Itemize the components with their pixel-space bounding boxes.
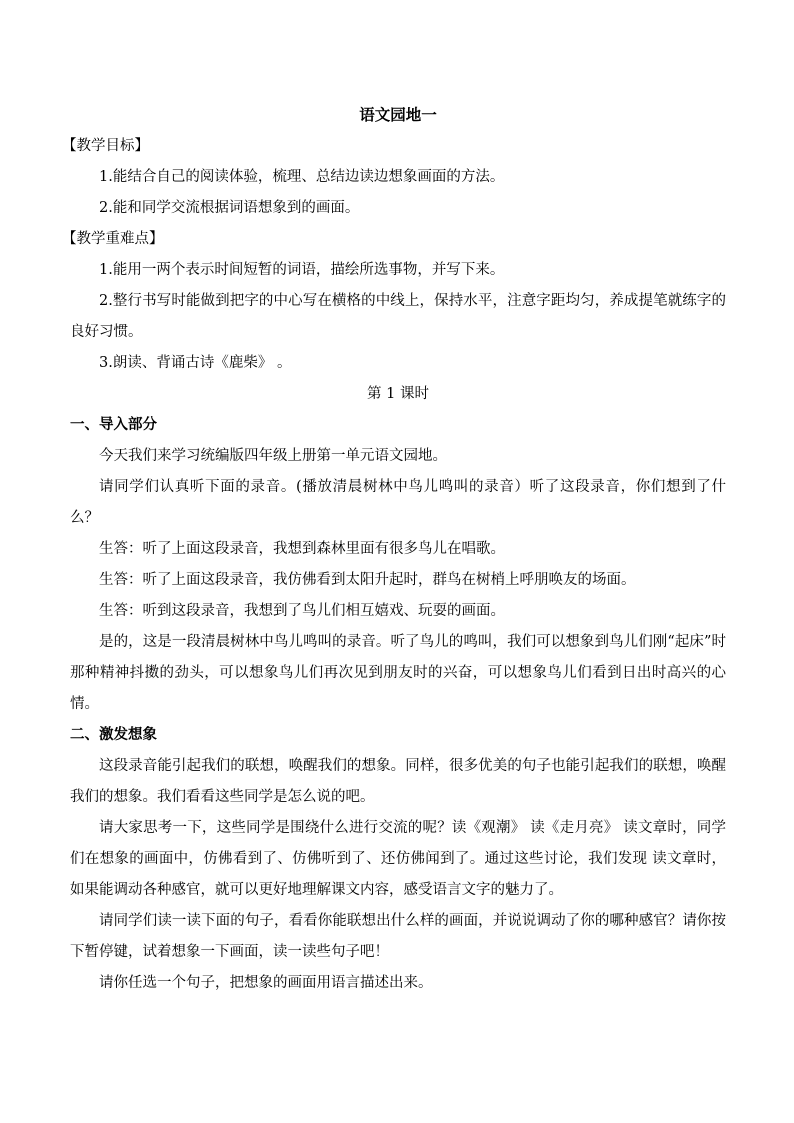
document-title: 语文园地一 xyxy=(359,106,437,124)
lesson-label: 第 1 课时 xyxy=(367,386,429,402)
intro-paragraph-3: 生答：听了上面这段录音，我想到森林里面有很多鸟儿在唱歌。 xyxy=(99,541,505,557)
intro-paragraph-4: 生答：听了上面这段录音，我仿佛看到太阳升起时，群鸟在树梢上呼朋唤友的场面。 xyxy=(99,572,636,588)
key-point-item-1: 1.能用一两个表示时间短暂的词语，描绘所选事物，并写下来。 xyxy=(99,262,505,278)
key-point-item-3: 3.朗读、背诵古诗《鹿柴》 。 xyxy=(99,355,292,371)
imagination-paragraph-4: 请你任选一个句子，把想象的画面用语言描述出来。 xyxy=(99,975,433,991)
section-heading-intro: 一、导入部分 xyxy=(70,417,157,433)
objective-item-1: 1.能结合自己的阅读体验，梳理、总结边读边想象画面的方法。 xyxy=(99,169,505,185)
imagination-paragraph-1: 这段录音能引起我们的联想，唤醒我们的想象。同样，很多优美的句子也能引起我们的联想，唤醒我们的想象。我们看看这些同学是怎么说的吧。 xyxy=(70,758,726,805)
imagination-paragraph-2: 请大家思考一下，这些同学是围绕什么进行交流的呢？读《观潮》 读《走月亮》 读文章时，同学们在想象的画面中，仿佛看到了、仿佛听到了、还仿佛闻到了。通过这些讨论，我们发现 读文章时，如果能调动各种感官，就可以更好地理解课文内容，感受语言文字的魅力了。 xyxy=(70,820,726,898)
intro-paragraph-1: 今天我们来学习统编版四年级上册第一单元语文园地。 xyxy=(99,448,447,464)
key-point-item-2: 2.整行书写时能做到把字的中心写在横格的中线上，保持水平，注意字距均匀，养成提笔就练字的良好习惯。 xyxy=(70,293,726,340)
objectives-heading: 【教学目标】 xyxy=(62,138,149,154)
objective-item-2: 2.能和同学交流根据词语想象到的画面。 xyxy=(99,200,360,216)
document-page xyxy=(62,100,726,999)
section-heading-imagination: 二、激发想象 xyxy=(70,727,157,743)
key-points-heading: 【教学重难点】 xyxy=(62,231,164,247)
imagination-paragraph-3: 请同学们读一读下面的句子，看看你能联想出什么样的画面，并说说调动了你的哪种感官？请你按下暂停键，试着想象一下画面，读一读些句子吧！ xyxy=(70,913,726,960)
intro-paragraph-2: 请同学们认真听下面的录音。(播放清晨树林中鸟儿鸣叫的录音）听了这段录音，你们想到了什么？ xyxy=(70,479,726,526)
intro-paragraph-5: 生答：听到这段录音，我想到了鸟儿们相互嬉戏、玩耍的画面。 xyxy=(99,603,505,619)
intro-paragraph-6: 是的，这是一段清晨树林中鸟儿鸣叫的录音。听了鸟儿的鸣叫，我们可以想象到鸟儿们刚“起床”时那种精神抖擞的劲头，可以想象鸟儿们再次见到朋友时的兴奋，可以想象鸟儿们看到日出时高兴的心情。 xyxy=(70,634,726,712)
